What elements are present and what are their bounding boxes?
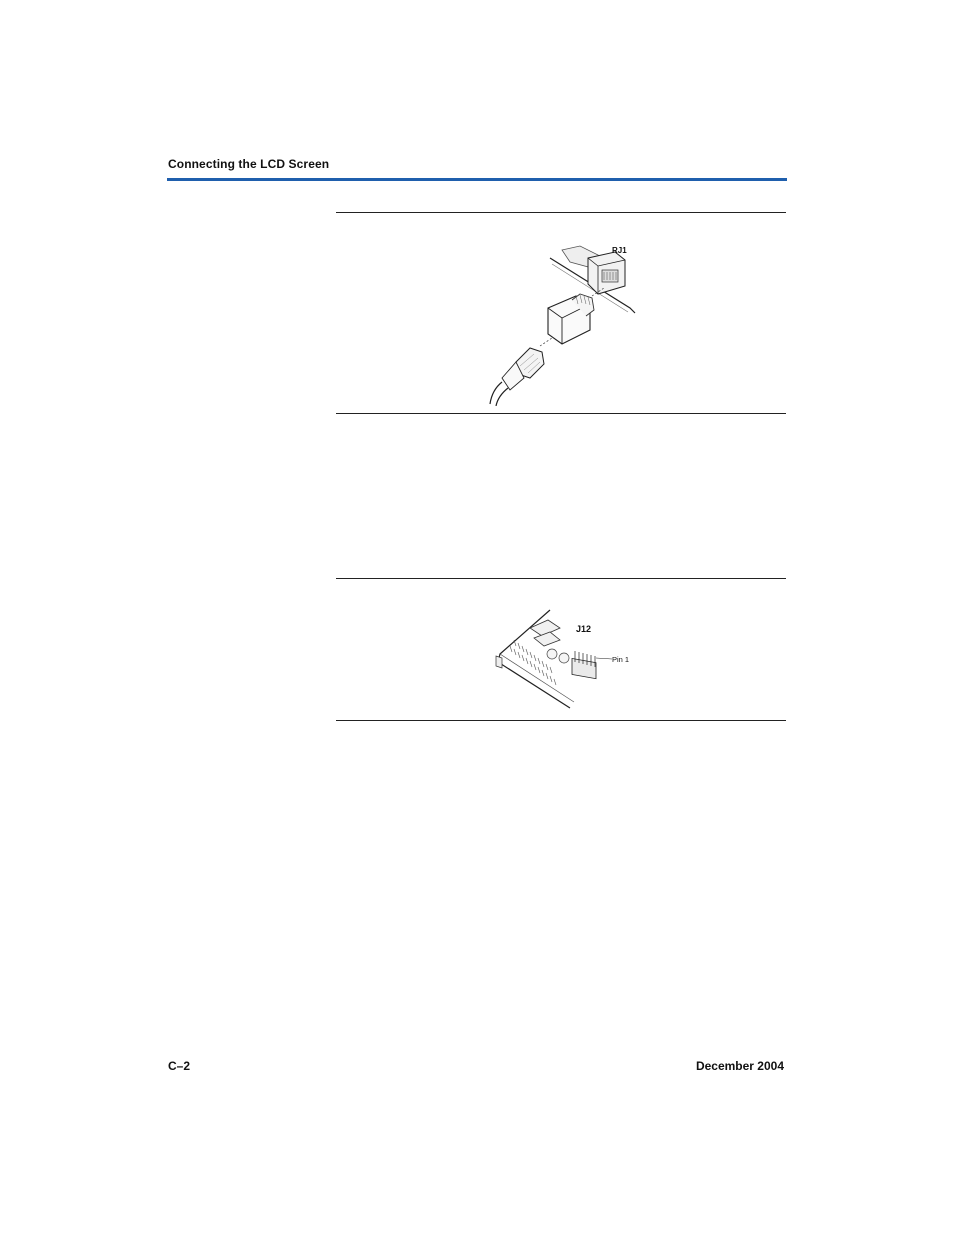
j12-board-drawing xyxy=(490,606,635,710)
figure-1-bottom-rule xyxy=(336,413,786,414)
figure-2-bottom-rule xyxy=(336,720,786,721)
figure-1-rj45-illustration xyxy=(480,238,640,406)
footer-date: December 2004 xyxy=(695,1059,784,1073)
figure-2-top-rule xyxy=(336,578,786,579)
figure-2-j12-header-illustration xyxy=(490,606,635,710)
pin-1-callout-label: Pin 1 xyxy=(612,655,630,664)
running-header-title: Connecting the LCD Screen xyxy=(168,157,330,171)
header-rule xyxy=(167,178,787,181)
rj45-connector-drawing xyxy=(480,238,640,406)
page-number: C–2 xyxy=(168,1059,191,1073)
j12-callout-label: J12 xyxy=(576,624,592,634)
rj1-callout-label: RJ1 xyxy=(612,246,627,255)
figure-1-top-rule xyxy=(336,212,786,213)
